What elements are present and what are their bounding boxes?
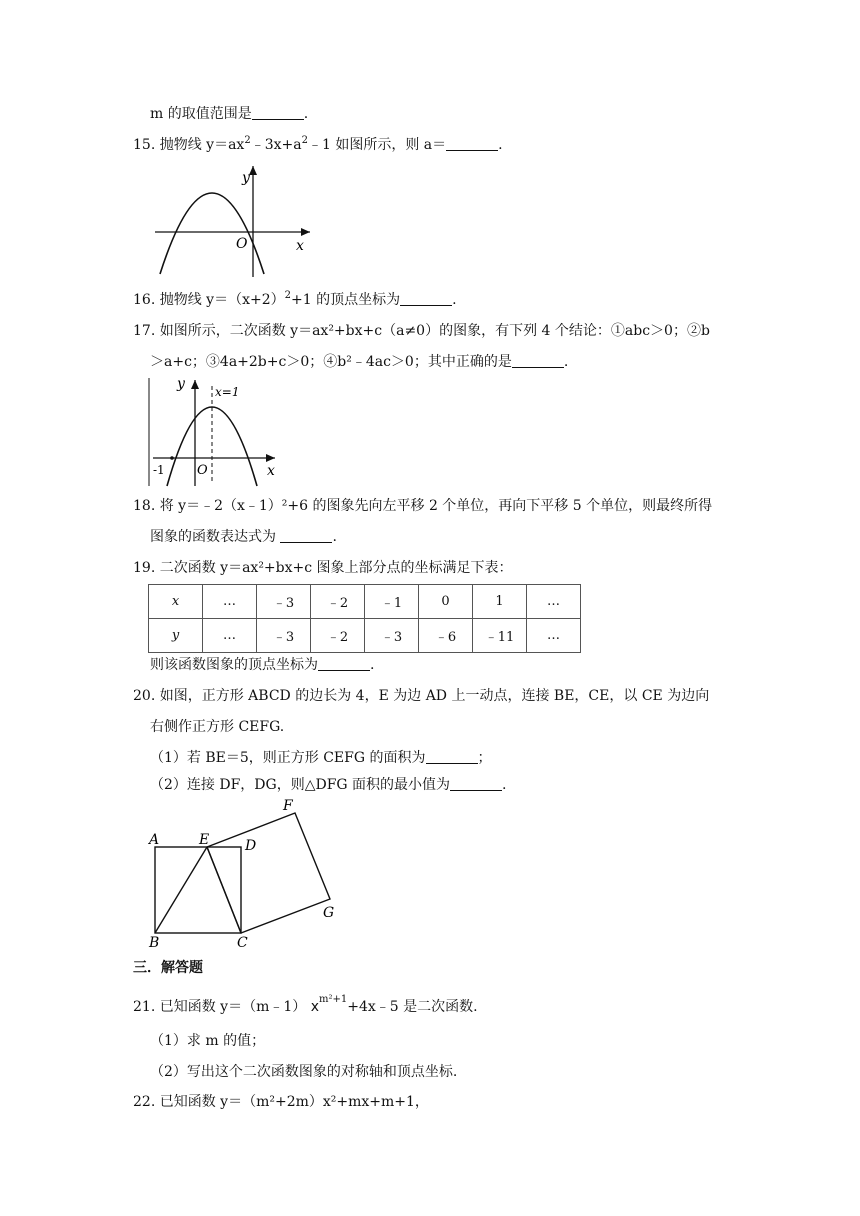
table-cell: ﹣11: [473, 619, 527, 653]
table-cell: ﹣3: [365, 619, 419, 653]
question-16: 16. 抛物线 $y=(x+2)^2+1$ 的顶点坐标为 .: [133, 290, 457, 308]
table-cell: …: [203, 585, 257, 619]
answer-blank: [512, 353, 564, 368]
x-axis-label: x: [296, 238, 304, 254]
point-label-d: D: [245, 838, 257, 854]
table-row: [149, 619, 581, 653]
question-18: 18. 将 y＝﹣2（x﹣1）²+6 的图象先向左平移 2 个单位，再向下平移 5 个单位，则最终所得: [133, 498, 713, 514]
question-17-line2: ＞a+c；③4a+2b+c＞0；④b²﹣4ac＞0；其中正确的是 .: [150, 354, 569, 370]
question-17: 17. 如图所示，二次函数 y＝ax²+bx+c（a≠0）的图象，有下列 4 个结论：①abc＞0；②b: [133, 323, 710, 339]
q20-squares-figure: [145, 797, 345, 950]
question-15: 15. 抛物线 $y=ax^2﹣3x+a^2﹣1$ 如图所示，则 a＝ .: [133, 135, 503, 153]
q15-parabola-figure: [150, 162, 315, 280]
x-axis-label: x: [267, 463, 275, 479]
answer-blank: [400, 291, 452, 306]
section-heading: 三．解答题: [133, 960, 203, 976]
answer-blank: [450, 776, 502, 791]
question-19-after: 则该函数图象的顶点坐标为 .: [150, 657, 375, 673]
question-20: 20. 如图，正方形 ABCD 的边长为 4，E 为边 AD 上一动点，连接 BE，CE，以 CE 为边向: [133, 688, 710, 704]
table-cell: ﹣3: [257, 585, 311, 619]
question-20-part2: （2）连接 DF，DG，则△DFG 面积的最小值为 .: [150, 777, 507, 793]
answer-blank: [252, 105, 304, 120]
answer-blank: [280, 528, 332, 543]
question-18-line2: 图象的函数表达式为 .: [150, 529, 337, 545]
neg-one-label: -1: [153, 463, 165, 477]
table-cell: 0: [419, 585, 473, 619]
table-cell: ﹣1: [365, 585, 419, 619]
table-cell: ﹣2: [311, 585, 365, 619]
question-20-line2: 右侧作正方形 CEFG.: [150, 719, 285, 735]
power-term: $x^{m^2+1}$: [310, 994, 348, 1015]
table-cell: …: [527, 585, 581, 619]
table-row: [149, 585, 581, 619]
point-label-b: B: [149, 935, 160, 950]
table-cell: …: [527, 619, 581, 653]
origin-label: O: [197, 463, 208, 478]
q14-tail: m 的取值范围是 .: [150, 106, 309, 122]
table-cell: ﹣2: [311, 619, 365, 653]
y-axis-label: y: [242, 170, 250, 186]
question-21-part1: （1）求 m 的值；: [150, 1033, 266, 1049]
q17-parabola-figure: [145, 376, 280, 488]
y-axis-label: y: [177, 376, 185, 392]
question-20-part1: （1）若 BE＝5，则正方形 CEFG 的面积为 ；: [150, 750, 492, 766]
question-21-part2: （2）写出这个二次函数图象的对称轴和顶点坐标.: [150, 1064, 458, 1080]
question-19: 19. 二次函数 y＝ax²+bx+c 图象上部分点的坐标满足下表：: [133, 560, 513, 576]
table-cell: x: [149, 585, 203, 619]
answer-blank: [446, 136, 498, 151]
q19-value-table: [148, 584, 581, 653]
question-21: 21. 已知函数 y＝（m﹣1） $x^{m^2+1}+4x﹣5$ 是二次函数.: [133, 994, 478, 1015]
point-label-f: F: [283, 798, 293, 814]
point-label-a: A: [149, 832, 160, 848]
table-cell: …: [203, 619, 257, 653]
answer-blank: [426, 749, 478, 764]
table-cell: ﹣6: [419, 619, 473, 653]
answer-blank: [318, 656, 370, 671]
point-label-c: C: [237, 935, 248, 950]
point-label-g: G: [323, 905, 335, 921]
point-label-e: E: [199, 832, 210, 848]
origin-label: O: [236, 236, 248, 252]
symmetry-axis-label: x=1: [215, 385, 240, 399]
table-cell: y: [149, 619, 203, 653]
table-cell: ﹣3: [257, 619, 311, 653]
table-cell: 1: [473, 585, 527, 619]
question-22: 22. 已知函数 y＝（m²+2m）x²+mx+m+1，: [133, 1094, 429, 1110]
